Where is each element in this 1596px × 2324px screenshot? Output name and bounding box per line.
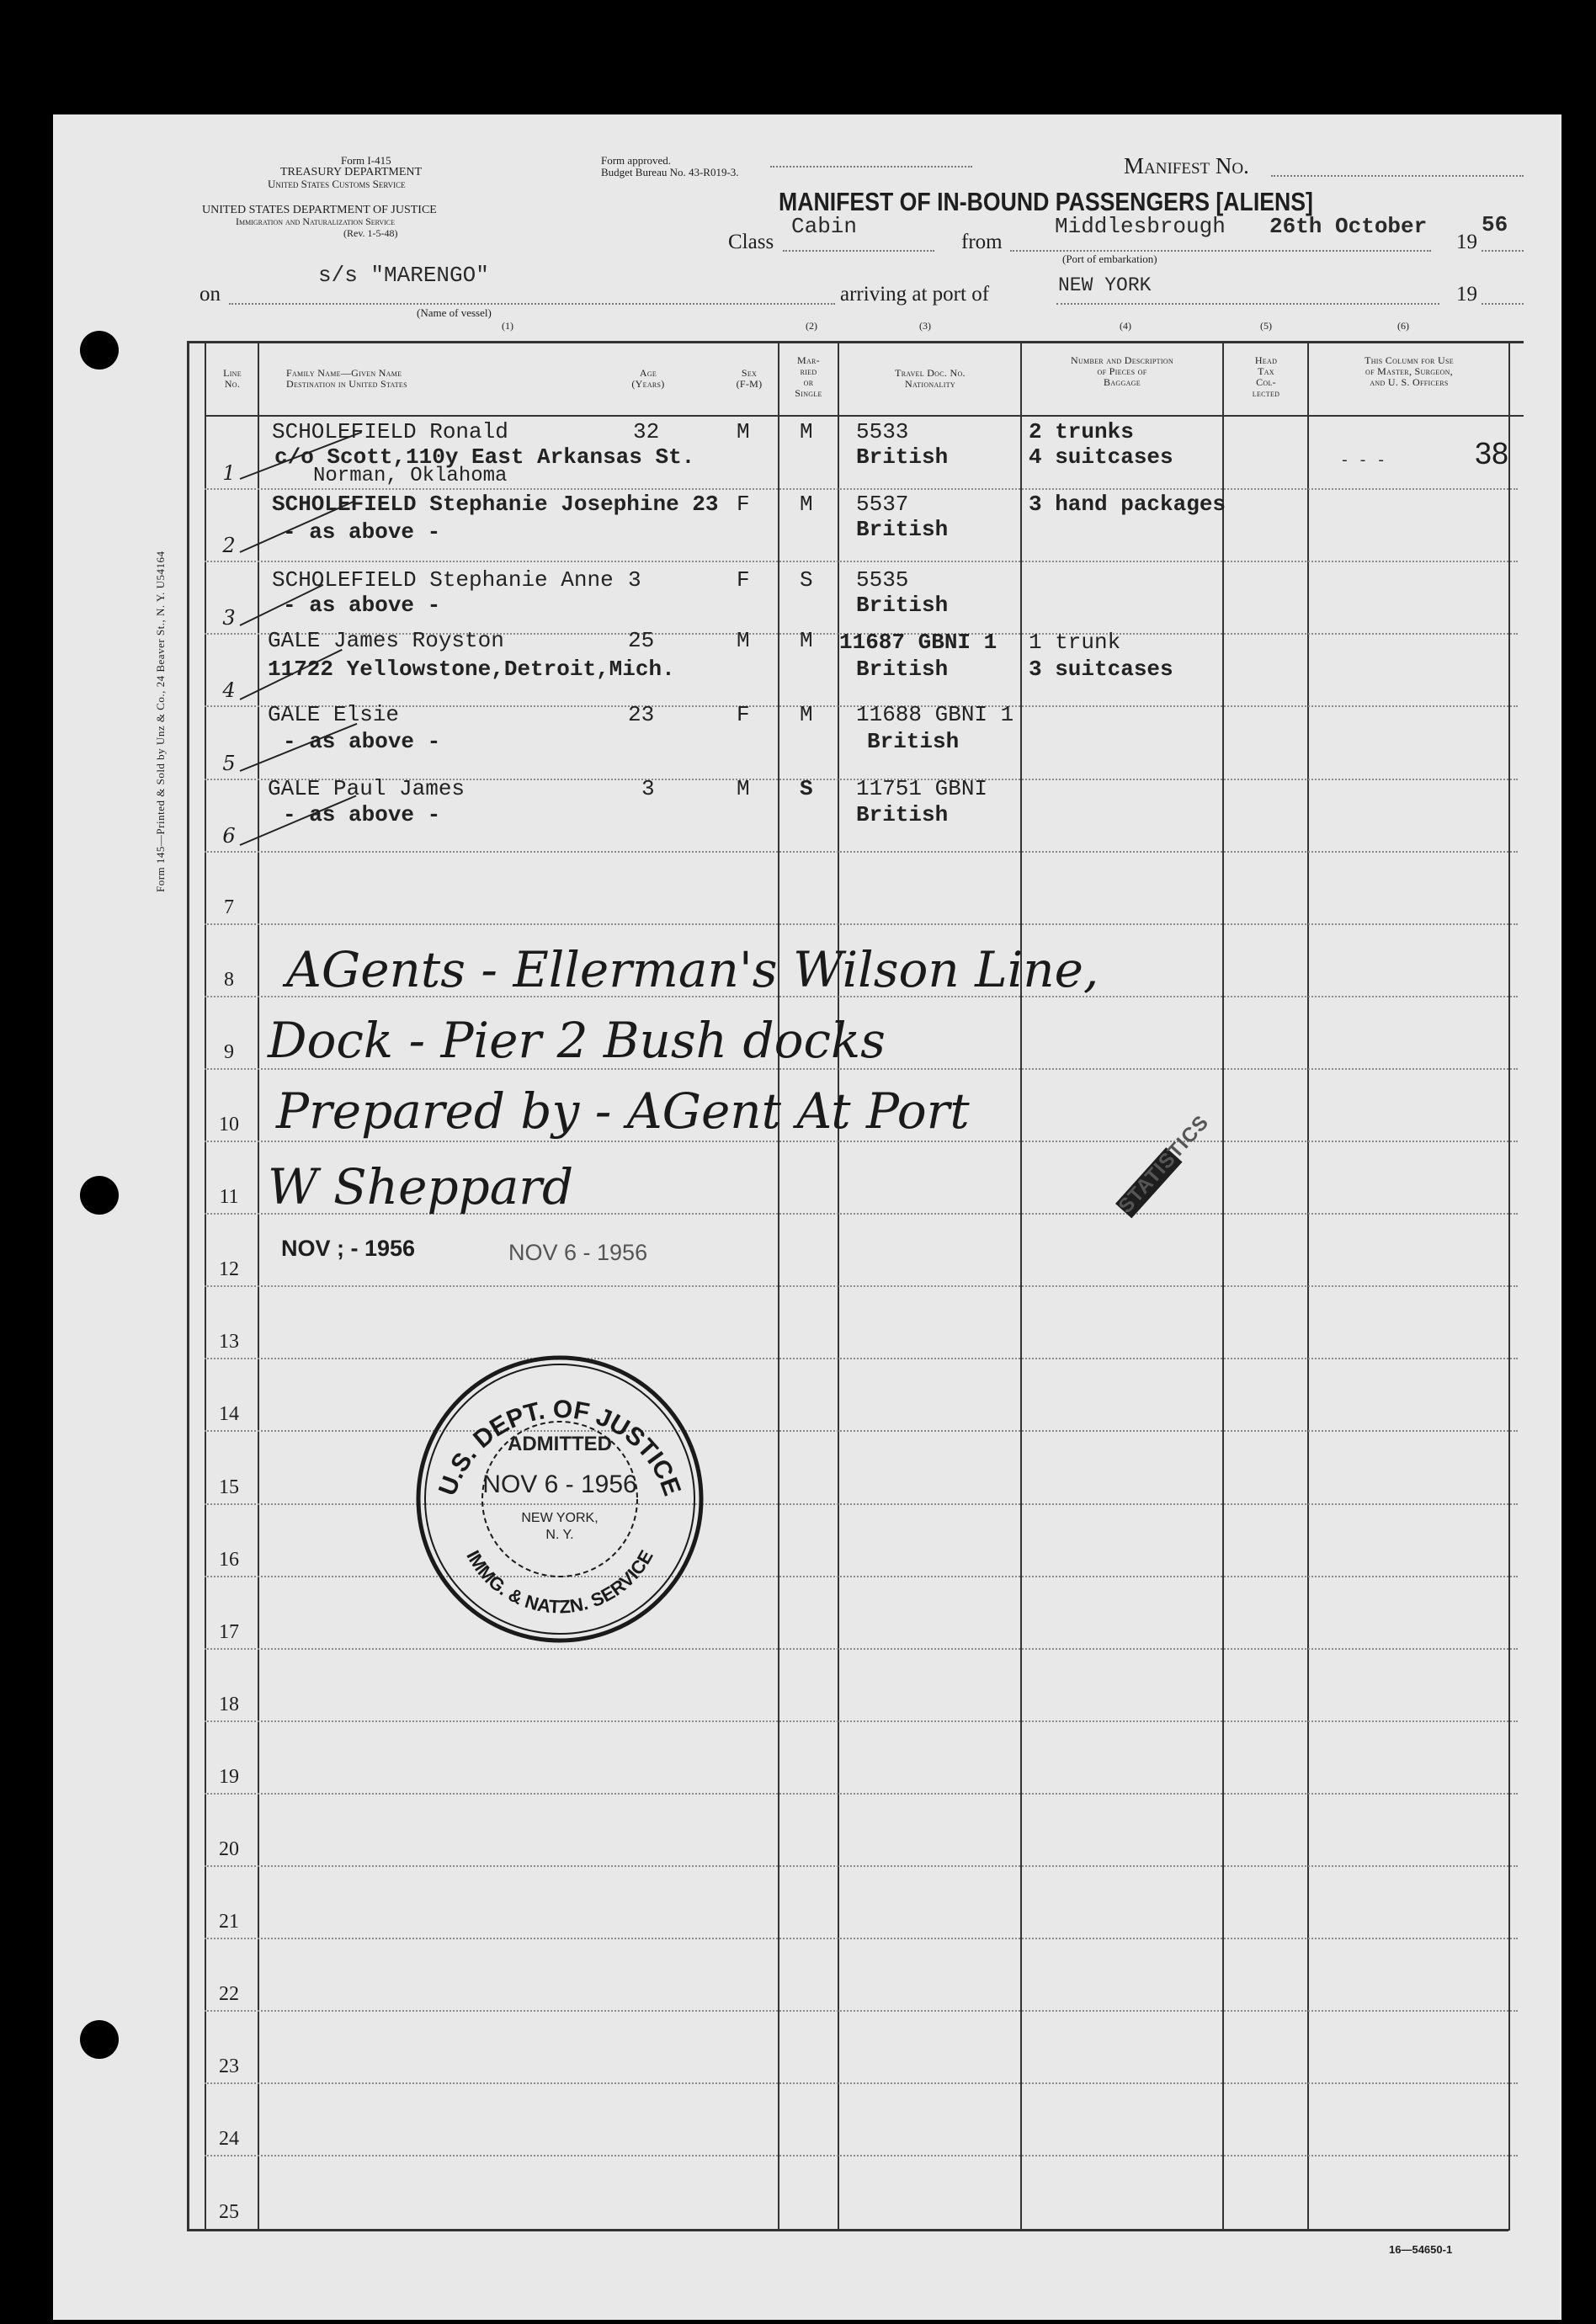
passenger-name: SCHOLEFIELD Stephanie Anne bbox=[272, 567, 614, 593]
year2-line bbox=[1482, 303, 1524, 305]
row-separator bbox=[205, 1430, 1518, 1432]
passenger-age: 25 bbox=[628, 628, 655, 653]
nationality: British bbox=[856, 517, 949, 542]
header-line-no: Line No. bbox=[223, 367, 242, 390]
ins-label: Immigration and Naturalization Service bbox=[236, 215, 396, 227]
row-separator bbox=[205, 2082, 1518, 2084]
passenger-name: GALE James Royston bbox=[268, 628, 504, 653]
header-officers-column: This Column for Use of Master, Surgeon, and U. S. Officers bbox=[1365, 354, 1454, 388]
line-number: 19 bbox=[219, 1765, 239, 1788]
stamp-top-text: U.S. DEPT. OF JUSTICE bbox=[434, 1395, 686, 1500]
admitted-stamp bbox=[414, 1353, 705, 1645]
from-line bbox=[1010, 250, 1431, 252]
row-separator bbox=[205, 561, 1518, 562]
budget-label: Budget Bureau No. 43-R019-3. bbox=[601, 166, 739, 178]
passenger-destination: 11722 Yellowstone,Detroit,Mich. bbox=[268, 657, 675, 682]
nationality: British bbox=[856, 444, 949, 470]
col-number: (3) bbox=[919, 320, 931, 332]
baggage: 1 trunk bbox=[1029, 630, 1121, 655]
form-approved-label: Form approved. bbox=[601, 154, 672, 167]
from-value: Middlesbrough bbox=[1055, 214, 1226, 239]
line-number: 13 bbox=[219, 1331, 239, 1353]
header-age: Age (Years) bbox=[631, 367, 665, 390]
vessel-name-value: s/s "MARENGO" bbox=[318, 263, 489, 288]
year-line bbox=[1482, 250, 1524, 252]
line-number: 5 bbox=[222, 751, 236, 775]
line-number: 25 bbox=[219, 2200, 239, 2223]
stamp-date: NOV 6 - 1956 bbox=[482, 1470, 637, 1498]
passenger-age: 32 bbox=[633, 419, 660, 444]
passenger-marital: S bbox=[800, 776, 813, 801]
vessel-line bbox=[229, 303, 835, 305]
passenger-marital: M bbox=[800, 419, 813, 444]
punch-hole bbox=[80, 2020, 119, 2059]
port-embarkation-note: (Port of embarkation) bbox=[1062, 253, 1157, 265]
row-separator bbox=[205, 1576, 1518, 1577]
handwritten-agents: AGents - Ellerman's Wilson Line, bbox=[286, 941, 1099, 998]
passenger-sex: F bbox=[737, 492, 750, 517]
header-baggage: Number and Description of Pieces of Baggage bbox=[1071, 354, 1173, 388]
line-number: 21 bbox=[219, 1911, 239, 1933]
row-separator bbox=[205, 1938, 1518, 1939]
passenger-sex: F bbox=[737, 567, 750, 593]
col-number: (5) bbox=[1260, 320, 1272, 332]
header-sex: Sex (F-M) bbox=[736, 367, 763, 390]
passenger-destination: Norman, Oklahoma bbox=[313, 465, 508, 487]
travel-doc-no: 11751 GBNI bbox=[856, 776, 988, 801]
manifest-no-line bbox=[1271, 175, 1524, 177]
line-number: 12 bbox=[219, 1258, 239, 1281]
passenger-destination: - as above - bbox=[283, 519, 441, 545]
row-separator bbox=[205, 1503, 1518, 1505]
passenger-marital: M bbox=[800, 702, 813, 727]
row-separator bbox=[205, 851, 1518, 853]
page-title: MANIFEST OF IN-BOUND PASSENGERS [ALIENS] bbox=[779, 187, 1313, 216]
handwritten-prepared-by: Prepared by - AGent At Port bbox=[276, 1082, 970, 1140]
row-separator bbox=[205, 1141, 1518, 1142]
passenger-age: 3 bbox=[641, 776, 655, 801]
passenger-age: 3 bbox=[628, 567, 641, 593]
baggage: 4 suitcases bbox=[1029, 444, 1173, 470]
passenger-destination: - as above - bbox=[283, 802, 441, 827]
date-stamp-second: NOV 6 - 1956 bbox=[508, 1240, 648, 1265]
line-number: 1 bbox=[222, 461, 236, 486]
class-value: Cabin bbox=[791, 214, 858, 239]
line-number: 8 bbox=[224, 968, 234, 991]
nationality: British bbox=[856, 657, 949, 682]
header-travel-doc: Travel Doc. No. Nationality bbox=[895, 367, 966, 390]
nationality: British bbox=[856, 802, 949, 827]
row-separator bbox=[205, 488, 1518, 490]
budget-dots bbox=[770, 166, 972, 168]
col-number: (4) bbox=[1120, 320, 1131, 332]
baggage: 3 hand packages bbox=[1029, 492, 1226, 517]
passenger-sex: M bbox=[737, 776, 750, 801]
manifest-no-label: Manifest No. bbox=[1124, 153, 1249, 178]
officer-number: 38 bbox=[1475, 436, 1509, 471]
arrival-date-value: 26th October bbox=[1269, 214, 1428, 239]
arriving-port-value: NEW YORK bbox=[1058, 274, 1152, 296]
baggage: 2 trunks bbox=[1029, 419, 1134, 444]
stamp-bottom-text: IMMG. & NATZN. SERVICE bbox=[462, 1546, 657, 1618]
row-separator bbox=[205, 1648, 1518, 1650]
passenger-name: SCHOLEFIELD Stephanie Josephine 23 bbox=[272, 492, 719, 517]
punch-hole bbox=[80, 1176, 119, 1215]
date-stamp-first: NOV ; - 1956 bbox=[281, 1236, 416, 1261]
passenger-marital: M bbox=[800, 492, 813, 517]
row-separator bbox=[205, 2010, 1518, 2012]
passenger-sex: M bbox=[737, 419, 750, 444]
officer-dash: - - - bbox=[1340, 453, 1386, 470]
travel-doc-no: 5535 bbox=[856, 567, 909, 593]
line-number: 9 bbox=[224, 1040, 234, 1063]
arriving-label: arriving at port of bbox=[840, 283, 990, 306]
line-number: 10 bbox=[219, 1114, 239, 1135]
punch-hole bbox=[80, 331, 119, 370]
form-number: Form I-415 bbox=[341, 154, 391, 167]
row-separator bbox=[205, 1865, 1518, 1867]
line-number: 18 bbox=[219, 1693, 239, 1715]
customs-label: United States Customs Service bbox=[268, 178, 406, 190]
year2-prefix: 19 bbox=[1456, 283, 1477, 306]
class-label: Class bbox=[728, 231, 774, 253]
passenger-marital: S bbox=[800, 567, 813, 593]
footer-form-code: 16—54650-1 bbox=[1389, 2243, 1453, 2256]
passenger-destination: c/o Scott,110y East Arkansas St. bbox=[274, 444, 695, 470]
passenger-destination: - as above - bbox=[283, 593, 441, 618]
nationality: British bbox=[856, 593, 949, 618]
stamp-city: NEW YORK, bbox=[521, 1511, 598, 1525]
line-number: 3 bbox=[222, 606, 236, 630]
stamp-admitted: ADMITTED bbox=[508, 1433, 612, 1455]
justice-label: UNITED STATES DEPARTMENT OF JUSTICE bbox=[202, 204, 437, 216]
from-label: from bbox=[961, 231, 1003, 253]
row-separator bbox=[205, 1720, 1518, 1722]
line-number: 23 bbox=[219, 2055, 239, 2078]
baggage: 3 suitcases bbox=[1029, 657, 1173, 682]
svg-text:IMMG. & NATZN. SERVICE bbox=[462, 1546, 657, 1617]
stamp-state: N. Y. bbox=[545, 1528, 574, 1542]
nationality: British bbox=[867, 729, 960, 754]
line-number: 11 bbox=[219, 1186, 239, 1209]
travel-doc-no: 11687 GBNI 1 bbox=[839, 630, 998, 655]
line-number: 16 bbox=[219, 1548, 239, 1571]
vessel-note: (Name of vessel) bbox=[417, 306, 492, 319]
header-married-single: Mar- ried or Single bbox=[795, 354, 822, 399]
row-separator bbox=[205, 1358, 1518, 1359]
year-value: 56 bbox=[1482, 212, 1508, 237]
travel-doc-no: 5537 bbox=[856, 492, 909, 517]
row-separator bbox=[205, 923, 1518, 925]
passenger-name: SCHOLEFIELD Ronald bbox=[272, 419, 508, 444]
class-line bbox=[783, 250, 934, 252]
line-number: 22 bbox=[219, 1983, 239, 2006]
row-separator bbox=[205, 1285, 1518, 1287]
line-number: 6 bbox=[222, 823, 236, 848]
passenger-sex: F bbox=[737, 702, 750, 727]
col-number: (2) bbox=[806, 320, 817, 332]
line-number: 17 bbox=[219, 1620, 239, 1643]
passenger-name: GALE Elsie bbox=[268, 702, 400, 727]
line-number: 4 bbox=[222, 678, 236, 703]
col-number: (1) bbox=[502, 320, 513, 332]
passenger-destination: - as above - bbox=[283, 729, 441, 754]
handwritten-signature: W Sheppard bbox=[268, 1158, 574, 1215]
treasury-label: TREASURY DEPARTMENT bbox=[280, 166, 423, 178]
travel-doc-no: 5533 bbox=[856, 419, 909, 444]
row-separator bbox=[205, 2155, 1518, 2156]
passenger-sex: M bbox=[737, 628, 750, 653]
col-number: (6) bbox=[1397, 320, 1409, 332]
passenger-name: GALE Paul James bbox=[268, 776, 466, 801]
line-number: 20 bbox=[219, 1838, 239, 1860]
header-name-destination: Family Name—Given Name Destination in United States bbox=[286, 367, 407, 390]
travel-doc-no: 11688 GBNI 1 bbox=[856, 702, 1014, 727]
header-head-tax: Head Tax Col- lected bbox=[1252, 354, 1280, 399]
arriving-line bbox=[1056, 303, 1439, 305]
on-label: on bbox=[200, 283, 221, 306]
passenger-marital: M bbox=[800, 628, 813, 653]
line-number: 24 bbox=[219, 2128, 239, 2151]
line-number: 2 bbox=[222, 534, 236, 558]
handwritten-dock: Dock - Pier 2 Bush docks bbox=[268, 1012, 886, 1069]
line-number: 7 bbox=[224, 896, 234, 918]
line-number: 14 bbox=[219, 1403, 239, 1426]
side-printer-text: Form 145—Printed & Sold by Unz & Co., 24 Beaver St., N. Y. U54164 bbox=[154, 550, 167, 892]
passenger-age: 23 bbox=[628, 702, 655, 727]
line-number: 15 bbox=[219, 1476, 239, 1498]
row-separator bbox=[205, 1793, 1518, 1795]
year-prefix: 19 bbox=[1456, 231, 1477, 253]
revision-label: (Rev. 1-5-48) bbox=[343, 227, 398, 239]
